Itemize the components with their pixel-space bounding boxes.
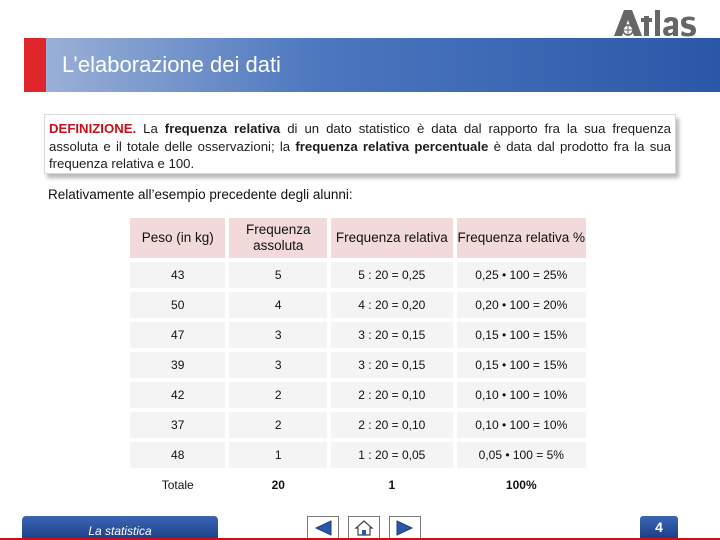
total-relative: 1 (388, 478, 396, 492)
cell-absolute: 4 (229, 292, 327, 318)
title-bar-accent (24, 38, 46, 92)
header-absolute-frequency: Frequenza assoluta (229, 218, 327, 258)
page-title: L’elaborazione dei dati (62, 52, 281, 77)
table-row (130, 382, 586, 408)
atlas-logo (612, 6, 704, 38)
cell-weight: 43 (130, 262, 225, 288)
cell-percentage: 0,25 • 100 = 25% (457, 262, 586, 288)
cell-absolute: 3 (229, 352, 327, 378)
title-bar-background (46, 38, 720, 92)
cell-relative: 4 : 20 = 0,20 (331, 292, 452, 318)
cell-relative: 3 : 20 = 0,15 (331, 352, 452, 378)
table-row (130, 412, 586, 438)
table-row (130, 322, 586, 348)
cell-absolute: 2 (229, 382, 327, 408)
cell-weight: 47 (130, 322, 225, 348)
home-icon (353, 519, 375, 537)
cell-absolute: 2 (229, 412, 327, 438)
table-row (130, 352, 586, 378)
prev-slide-button[interactable] (307, 516, 339, 540)
header-weight: Peso (in kg) (130, 218, 225, 258)
cell-weight: 42 (130, 382, 225, 408)
cell-percentage: 0,05 • 100 = 5% (457, 442, 586, 468)
definition-text-2: di un dato statistico è data dal rapporto fra la sua frequenza assoluta e il totale delle osservazioni; la (49, 121, 672, 154)
definition-text-1: La (136, 121, 165, 136)
cell-percentage: 0,15 • 100 = 15% (457, 352, 586, 378)
cell-percentage: 0,10 • 100 = 10% (457, 412, 586, 438)
cell-weight: 50 (130, 292, 225, 318)
definition-box (44, 114, 676, 174)
atlas-logo-graphic (612, 6, 704, 38)
cell-relative: 3 : 20 = 0,15 (331, 322, 452, 348)
page-number: 4 (640, 516, 678, 538)
section-label-tab (22, 516, 218, 540)
cell-relative: 5 : 20 = 0,25 (331, 262, 452, 288)
header-percentage-frequency: Frequenza relativa % (457, 218, 586, 258)
table-total-row (130, 472, 586, 498)
definition-term-relative: frequenza relativa (164, 121, 281, 136)
header-relative-frequency: Frequenza relativa (331, 218, 452, 258)
cell-percentage: 0,10 • 100 = 10% (457, 382, 586, 408)
total-absolute: 20 (271, 478, 285, 492)
table-row (130, 292, 586, 318)
cell-percentage: 0,20 • 100 = 20% (457, 292, 586, 318)
cell-weight: 39 (130, 352, 225, 378)
cell-weight: 37 (130, 412, 225, 438)
definition-text-3: è data dal prodotto fra la sua frequenza relativa e 100. (49, 138, 672, 171)
triangle-left-icon (312, 519, 334, 537)
triangle-right-icon (394, 519, 416, 537)
home-button[interactable] (348, 516, 380, 540)
cell-relative: 2 : 20 = 0,10 (331, 382, 452, 408)
table-row (130, 262, 586, 288)
cell-weight: 48 (130, 442, 225, 468)
total-percentage: 100% (505, 478, 537, 492)
table-row (130, 442, 586, 468)
next-slide-button[interactable] (389, 516, 421, 540)
title-bar (24, 38, 720, 92)
section-label: La statistica (88, 524, 152, 538)
cell-percentage: 0,15 • 100 = 15% (457, 322, 586, 348)
table-header-row (130, 218, 586, 258)
definition-term-percentage: frequenza relativa percentuale (295, 138, 489, 154)
cell-absolute: 1 (229, 442, 327, 468)
frequency-table (126, 214, 590, 502)
cell-absolute: 3 (229, 322, 327, 348)
cell-absolute: 5 (229, 262, 327, 288)
cell-relative: 2 : 20 = 0,10 (331, 412, 452, 438)
cell-relative: 1 : 20 = 0,05 (331, 442, 452, 468)
total-label: Totale (161, 478, 194, 492)
intro-text: Relativamente all’esempio precedente degli alunni: (48, 187, 353, 202)
definition-label: DEFINIZIONE. (49, 121, 137, 136)
